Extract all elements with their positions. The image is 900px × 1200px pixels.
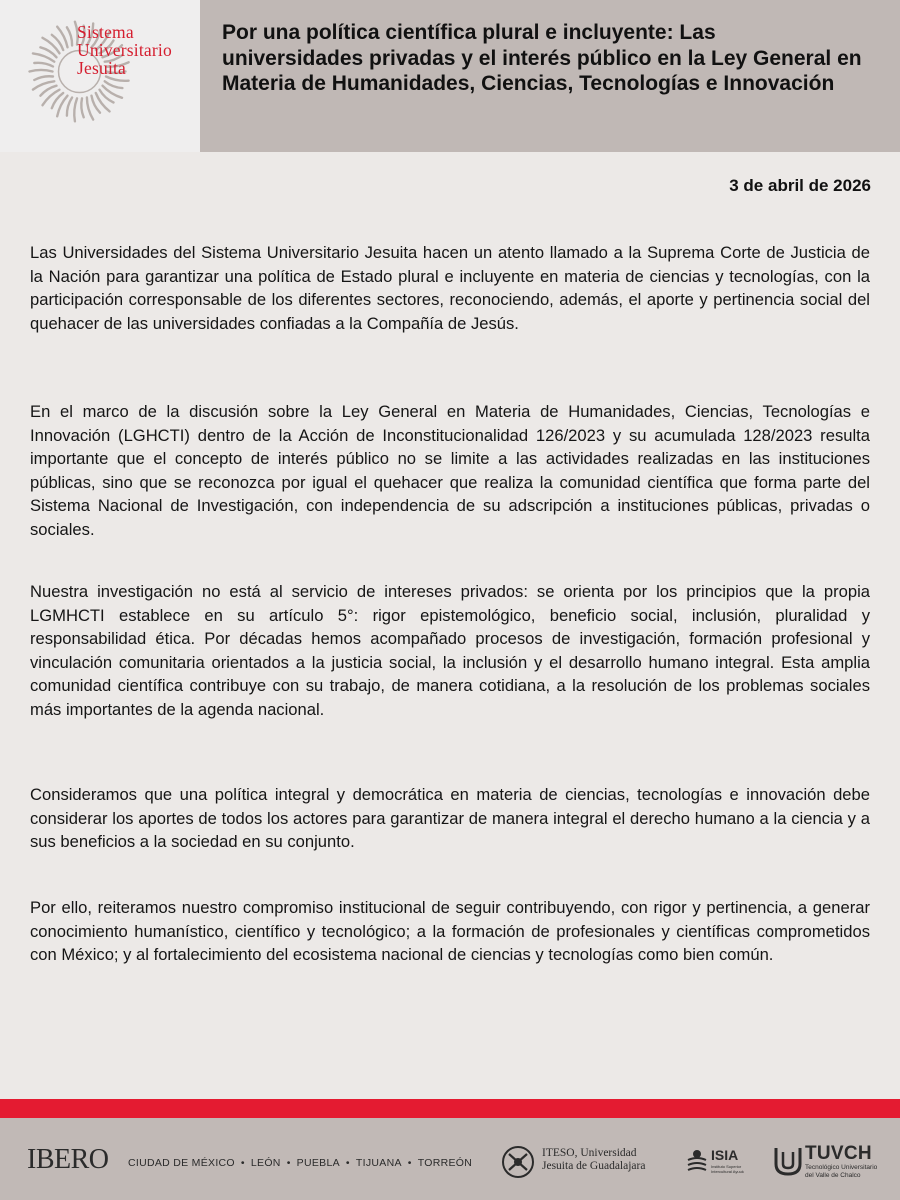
title-panel xyxy=(200,0,900,152)
tuvch-subtitle: Tecnológico Universitario del Valle de Chalco xyxy=(805,1164,878,1179)
logo-line-1: Sistema xyxy=(77,22,134,42)
sistema-universitario-jesuita-logo xyxy=(0,0,200,152)
campus-cdmx: CIUDAD DE MÉXICO xyxy=(128,1157,235,1169)
sun-ray xyxy=(34,63,53,67)
sun-ray xyxy=(67,98,72,116)
ibero-campuses xyxy=(128,1157,472,1169)
paragraph-1: Las Universidades del Sistema Universitario Jesuita hacen un atento llamado a la Suprema Corte de Justicia de la Nación para garantizar una política de Estado plural e incluyente en materia de ciencias y tecnologías, con la participación corresponsable de los diferentes sectores, reconociendo, además, el aporte y pertinencia social del quehacer de las universidades confiadas a la Compañía de Jesús. xyxy=(30,243,870,333)
campus-puebla: PUEBLA xyxy=(296,1157,340,1169)
campus-torreon: TORREÓN xyxy=(417,1157,473,1169)
document-date: 3 de abril de 2026 xyxy=(729,176,871,195)
logo-line-2: Universitario xyxy=(77,40,172,60)
iteso-line-1: ITESO, Universidad xyxy=(542,1147,637,1159)
footer-accent-bar xyxy=(0,1099,900,1118)
paragraph-3: Nuestra investigación no está al servicio de intereses privados: se orienta por los principios que la propia LGMHCTI establece en su artículo 5°: rigor epistemológico, beneficio social, inclusión, pluralidad y responsabilidad ética. Por décadas hemos acompañado procesos de investigación, formación profesional y vinculación comunitaria orientados a la justicia social, la inclusión y el desarrollo humano integral. Esta amplia comunidad científica contribuye con su trabajo, de manera cotidiana, a la resolución de los problemas sociales más importantes de la agenda nacional. xyxy=(30,582,870,719)
paragraph-5: Por ello, reiteramos nuestro compromiso institucional de seguir contribuyendo, con rigor y pertinencia, a generar conocimiento humanístico, científico y tecnológico; a la formación de profesionales y científicas comprometidos con México; y al fortalecimiento del ecosistema nacional de ciencias y tecnologías como bien común. xyxy=(30,898,870,964)
sun-ray xyxy=(52,35,63,50)
footer xyxy=(0,1118,900,1200)
iteso-emblem-icon xyxy=(501,1145,535,1179)
tuvch-emblem-icon xyxy=(774,1146,802,1176)
paragraph-2: En el marco de la discusión sobre la Ley General en Materia de Humanidades, Ciencias, Tecnologías e Innovación (LGHCTI) dentro de la Acción de Inconstitucionalidad 126/2023 y su acumulada 128/2023 resulta importante que el concepto de interés público no se limite a las actividades realizadas en las instituciones públicas, sino que se reconozca por igual el quehacer que realiza la comunidad científica que forma parte del Sistema Nacional de Investigación, con independencia de su adscripción a instituciones públicas, privadas o sociales. xyxy=(30,402,870,539)
sun-ray xyxy=(74,98,77,121)
sun-ray xyxy=(30,70,53,72)
logo-wordmark xyxy=(77,23,172,77)
separator-dot: • xyxy=(286,1157,291,1169)
campus-leon: LEÓN xyxy=(250,1157,281,1169)
ibero-logo: IBERO xyxy=(27,1144,109,1175)
page-title: Por una política científica plural e incluyente: Las universidades privadas y el interés público en la Ley General en Materia de Humanidades, Ciencias, Tecnologías e Innovación xyxy=(222,21,862,95)
tuvch-wordmark: TUVCH xyxy=(805,1143,872,1164)
sun-ray xyxy=(105,81,123,88)
isia-emblem-icon xyxy=(685,1146,709,1176)
logo-line-3: Jesuita xyxy=(77,58,127,78)
separator-dot: • xyxy=(407,1157,412,1169)
iteso-line-2: Jesuita de Guadalajara xyxy=(542,1160,646,1172)
separator-dot: • xyxy=(240,1157,245,1169)
separator-dot: • xyxy=(345,1157,350,1169)
isia-wordmark: ISIA xyxy=(711,1147,739,1163)
paragraph-4: Consideramos que una política integral y democrática en materia de ciencias, tecnologías e innovación debe considerar los aportes de todos los actores para garantizar de manera integral el derecho humano a la ciencia y a sus beneficios a la sociedad en su conjunto. xyxy=(30,785,870,851)
sun-ray xyxy=(67,27,72,45)
sun-ray xyxy=(81,98,83,117)
sun-ray xyxy=(34,76,53,80)
iteso-wordmark xyxy=(542,1147,645,1173)
sun-ray xyxy=(57,27,67,48)
header xyxy=(0,0,900,152)
campus-tijuana: TIJUANA xyxy=(355,1157,402,1169)
isia-subtitle: Instituto Superior Intercultural Ayuuk xyxy=(711,1164,744,1174)
sun-ray xyxy=(33,53,54,61)
